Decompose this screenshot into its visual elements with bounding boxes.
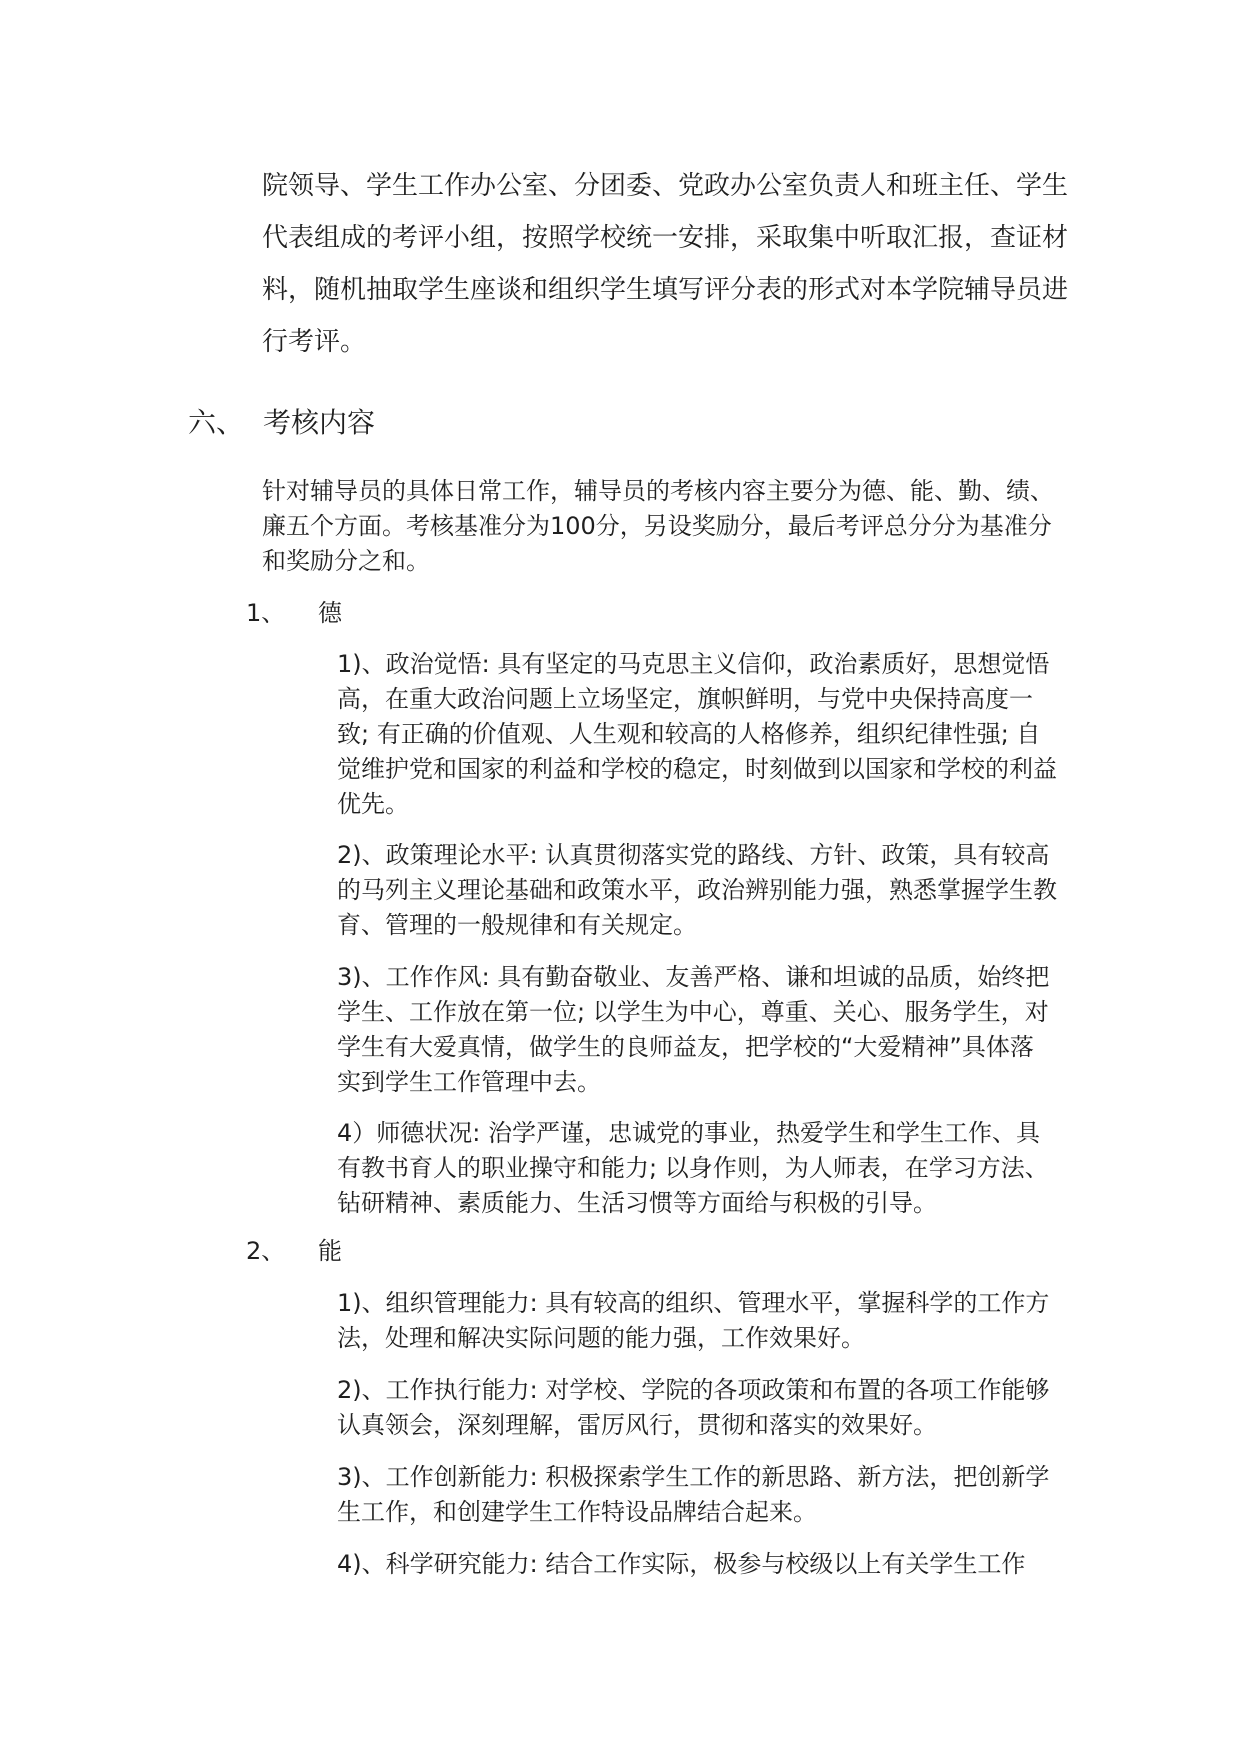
list-item: 4）师德状况: 治学严谨，忠诚党的事业，热爱学生和学生工作、具有教书育人的职业操守和能力; 以身作则，为人师表，在学习方法、钻研精神、素质能力、生活习惯等方面给与积极的引导。 [337,1119,1049,1217]
subsection-heading-neng [246,1234,342,1269]
subsection-number: 2、 [246,1237,286,1265]
list-item: 1)、政治觉悟: 具有坚定的马克思主义信仰，政治素质好，思想觉悟高，在重大政治问题上立场坚定，旗帜鲜明，与党中央保持高度一致; 有正确的价值观、人生观和较高的人格修养，组织纪律性强; 自觉维护党和国家的利益和学校的稳定，时刻做到以国家和学校的利益优先。 [337,650,1057,818]
section-intro-paragraph: 针对辅导员的具体日常工作，辅导员的考核内容主要分为德、能、勤、绩、廉五个方面。考核基准分为100分，另设奖励分，最后考评总分分为基准分和奖励分之和。 [262,477,1054,575]
intro-paragraph: 院领导、学生工作办公室、分团委、党政办公室负责人和班主任、学生代表组成的考评小组，按照学校统一安排，采取集中听取汇报，查证材料，随机抽取学生座谈和组织学生填写评分表的形式对本学院辅导员进行考评。 [262,171,1069,357]
list-item: 2)、政策理论水平: 认真贯彻落实党的路线、方针、政策，具有较高的马列主义理论基础和政策水平，政治辨别能力强，熟悉掌握学生教育、管理的一般规律和有关规定。 [337,841,1057,939]
subsection-title: 德 [318,599,342,627]
list-item: 3)、工作作风: 具有勤奋敬业、友善严格、谦和坦诚的品质，始终把学生、工作放在第一位; 以学生为中心，尊重、关心、服务学生，对学生有大爱真情，做学生的良师益友，把学校的“大爱精神”具体落实到学生工作管理中去。 [337,963,1050,1096]
list-item: 1)、组织管理能力: 具有较高的组织、管理水平，掌握科学的工作方法，处理和解决实际问题的能力强，工作效果好。 [337,1289,1050,1352]
subsection-number: 1、 [246,599,286,627]
section-heading [188,403,375,443]
list-item: 2)、工作执行能力: 对学校、学院的各项政策和布置的各项工作能够认真领会，深刻理解，雷厉风行，贯彻和落实的效果好。 [337,1376,1050,1439]
subsection-title: 能 [318,1237,342,1265]
subsection-heading-de [246,596,342,631]
list-item: 3)、工作创新能力: 积极探索学生工作的新思路、新方法，把创新学生工作，和创建学生工作特设品牌结合起来。 [337,1463,1050,1526]
section-title: 考核内容 [263,406,376,439]
section-number: 六、 [188,406,245,439]
list-item: 4)、科学研究能力: 结合工作实际，极参与校级以上有关学生工作 [337,1550,1026,1578]
